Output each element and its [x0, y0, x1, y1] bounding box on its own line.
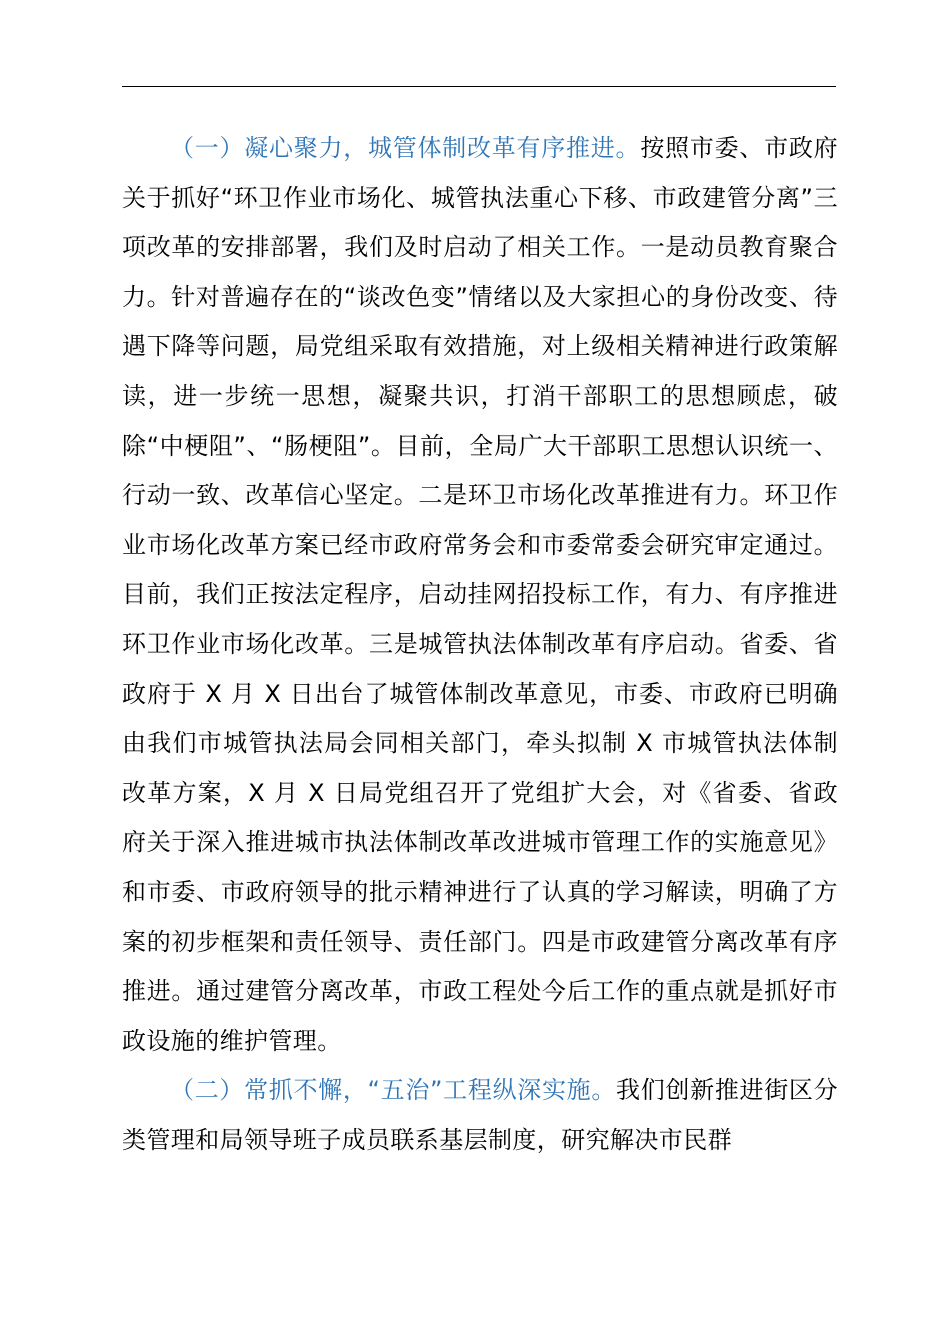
- section-body-2: 我们创新推进街区分类管理和局领导班子成员联系基层制度，研究解决市民群: [122, 1076, 838, 1154]
- header-rule: [122, 86, 836, 87]
- document-body: [122, 124, 838, 1165]
- section-paragraph-1: [122, 124, 838, 1066]
- section-heading-2: （二）常抓不懈，“五治”工程纵深实施。: [170, 1076, 617, 1105]
- section-paragraph-2: [122, 1066, 838, 1165]
- section-body-1: 按照市委、市政府关于抓好“环卫作业市场化、城管执法重心下移、市政建管分离”三项改革的安排部署，我们及时启动了相关工作。一是动员教育聚合力。针对普遍存在的“谈改色变”情绪以及大家担心的身份改变、待遇下降等问题，局党组采取有效措施，对上级相关精神进行政策解读，进一步统一思想，凝聚共识，打消干部职工的思想顾虑，破除“中梗阻”、“肠梗阻”。目前，全局广大干部职工思想认识统一、行动一致、改革信心坚定。二是环卫市场化改革推进有力。环卫作业市场化改革方案已经市政府常务会和市委常委会研究审定通过。目前，我们正按法定程序，启动挂网招投标工作，有力、有序推进环卫作业市场化改革。三是城管执法体制改革有序启动。省委、省政府于 X 月 X 日出台了城管体制改革意见，市委、市政府已明确由我们市城管执法局会同相关部门，牵头拟制 X 市城管执法体制改革方案，X 月 X 日局党组召开了党组扩大会，对《省委、省政府关于深入推进城市执法体制改革改进城市管理工作的实施意见》和市委、市政府领导的批示精神进行了认真的学习解读，明确了方案的初步框架和责任领导、责任部门。四是市政建管分离改革有序推进。通过建管分离改革，市政工程处今后工作的重点就是抓好市政设施的维护管理。: [122, 134, 838, 1055]
- section-heading-1: （一）凝心聚力，城管体制改革有序推进。: [170, 134, 641, 162]
